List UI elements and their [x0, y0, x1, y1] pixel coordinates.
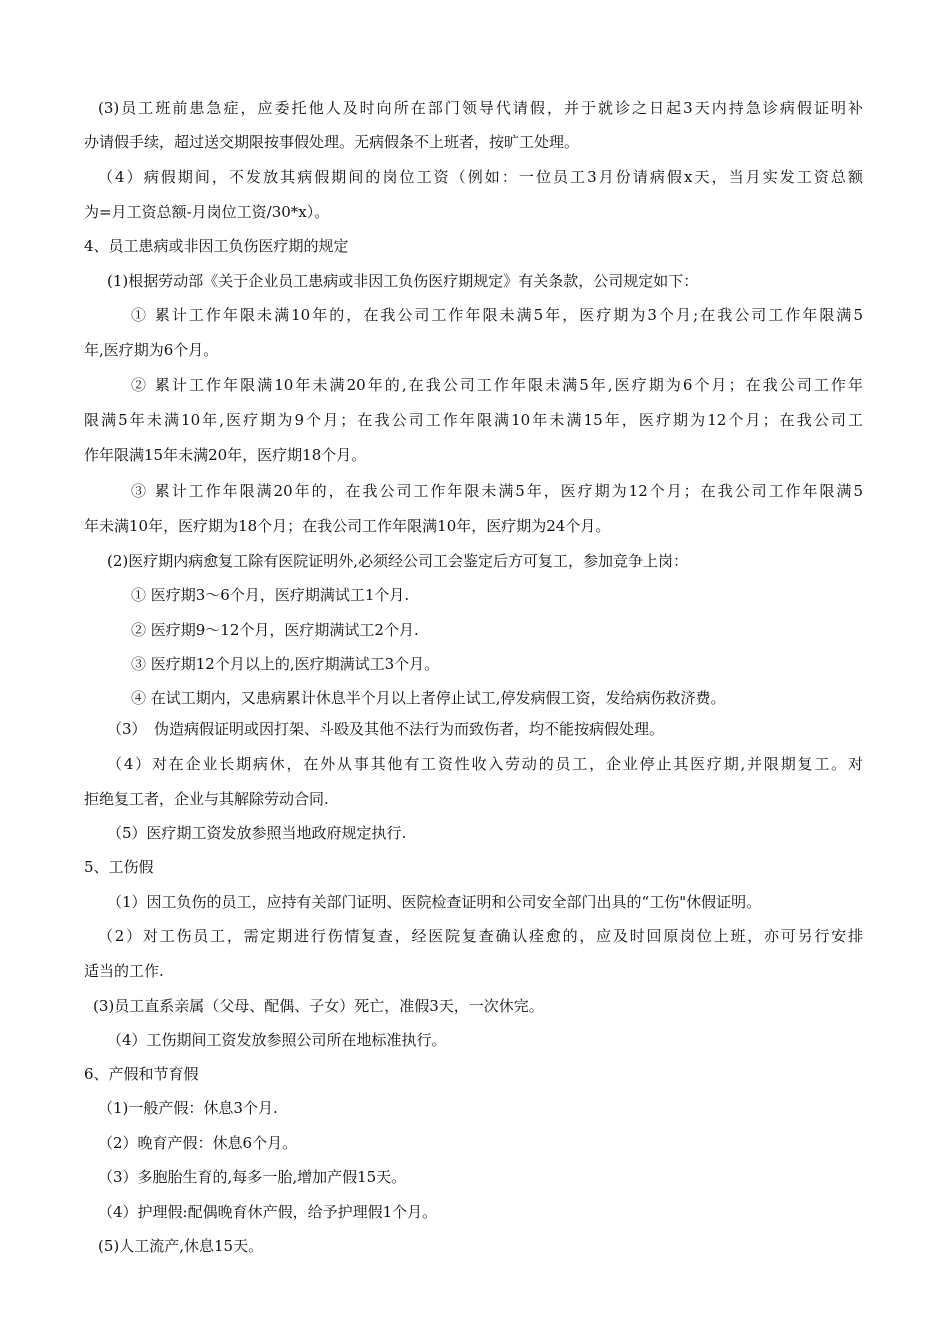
- paragraph-line: ③ 医疗期12个月以上的,医疗期满试工3个月。: [131, 655, 440, 673]
- paragraph-line: ② 医疗期9～12个月，医疗期满试工2个月.: [131, 621, 419, 639]
- paragraph-line: (5)人工流产,休息15天。: [98, 1237, 264, 1255]
- paragraph-line: 年未满10年，医疗期为18个月；在我公司工作年限满10年，医疗期为24个月。: [84, 517, 611, 535]
- paragraph-line: (3)员工班前患急症，应委托他人及时向所在部门领导代请假，并于就诊之日起3天内持急诊病假证明补: [98, 99, 863, 117]
- paragraph-line: 拒绝复工者，企业与其解除劳动合同.: [84, 790, 329, 808]
- paragraph-line: （2）对工伤员工，需定期进行伤情复查，经医院复查确认痊愈的，应及时回原岗位上班，亦可另行安排: [98, 927, 863, 945]
- paragraph-line: （4）对在企业长期病休，在外从事其他有工资性收入劳动的员工，企业停止其医疗期,并限期复工。对: [107, 755, 863, 773]
- paragraph-line: 年,医疗期为6个月。: [84, 341, 219, 359]
- paragraph-line: ① 医疗期3～6个月，医疗期满试工1个月.: [131, 586, 410, 604]
- paragraph-line: （4）护理假:配偶晚育休产假，给予护理假1个月。: [98, 1203, 438, 1221]
- paragraph-line: 办请假手续，超过送交期限按事假处理。无病假条不上班者，按旷工处理。: [84, 133, 580, 151]
- paragraph-line: （5）医疗期工资发放参照当地政府规定执行.: [107, 824, 407, 842]
- paragraph-line: （3） 伪造病假证明或因打架、斗殴及其他不法行为而致伤者，均不能按病假处理。: [107, 720, 665, 738]
- paragraph-line: (1)根据劳动部《关于企业员工患病或非因工负伤医疗期规定》有关条款，公司规定如下：: [107, 272, 699, 290]
- paragraph-line: （4）工伤期间工资发放参照公司所在地标准执行。: [107, 1031, 447, 1049]
- paragraph-line: ④ 在试工期内，又患病累计休息半个月以上者停止试工,停发病假工资，发给病伤救济费。: [131, 689, 726, 707]
- paragraph-line: ③ 累计工作年限满20年的，在我公司工作年限未满5年，医疗期为12个月；在我公司工作年限满5: [131, 482, 863, 500]
- section-heading: 5、工伤假: [84, 858, 154, 876]
- paragraph-line: 为=月工资总额-月岗位工资/30*x）。: [84, 203, 330, 221]
- paragraph-line: ① 累计工作年限未满10年的，在我公司工作年限未满5年，医疗期为3个月;在我公司工作年限满5: [131, 306, 863, 324]
- paragraph-line: (2)医疗期内病愈复工除有医院证明外,必须经公司工会鉴定后方可复工，参加竞争上岗：: [107, 552, 689, 570]
- paragraph-line: （1)一般产假：休息3个月.: [98, 1099, 278, 1117]
- paragraph-line: 作年限满15年未满20年，医疗期18个月。: [84, 446, 367, 464]
- paragraph-line: （1）因工负伤的员工，应持有关部门证明、医院检查证明和公司安全部门出具的“工伤"休假证明。: [107, 893, 762, 911]
- paragraph-line: (3)员工直系亲属（父母、配偶、子女）死亡，准假3天，一次休完。: [93, 997, 544, 1015]
- paragraph-line: （2）晚育产假：休息6个月。: [98, 1134, 298, 1152]
- section-heading: 6、产假和节育假: [84, 1065, 199, 1083]
- paragraph-line: （3）多胞胎生育的,每多一胎,增加产假15天。: [98, 1168, 407, 1186]
- section-heading: 4、员工患病或非因工负伤医疗期的规定: [84, 237, 349, 255]
- paragraph-line: 限满5年未满10年,医疗期为9个月；在我公司工作年限满10年未满15年，医疗期为12个月；在我公司工: [84, 411, 863, 429]
- paragraph-line: 适当的工作.: [84, 962, 164, 980]
- paragraph-line: ② 累计工作年限满10年未满20年的,在我公司工作年限未满5年,医疗期为6个月；在我公司工作年: [131, 376, 863, 394]
- paragraph-line: （4）病假期间，不发放其病假期间的岗位工资（例如：一位员工3月份请病假x天，当月实发工资总额: [98, 168, 863, 186]
